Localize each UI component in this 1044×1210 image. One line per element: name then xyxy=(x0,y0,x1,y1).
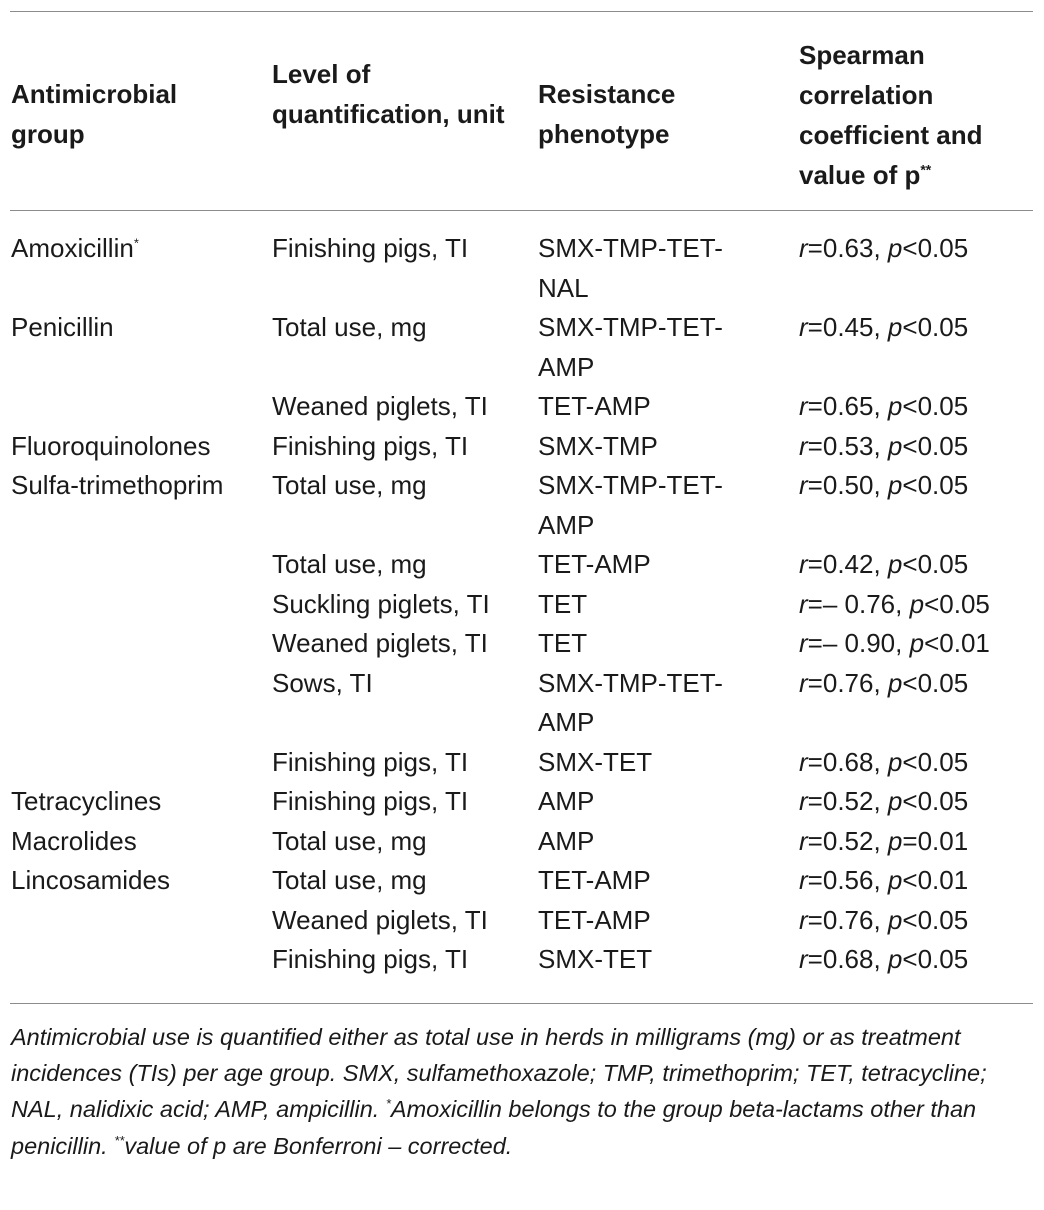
r-symbol: r xyxy=(799,312,808,342)
table-row xyxy=(0,822,1044,862)
cell-antimicrobial-group xyxy=(11,308,261,348)
p-symbol: p xyxy=(887,470,903,500)
header-spearman-mark: ** xyxy=(920,161,932,178)
cell-level-of-quantification: Total use, mg xyxy=(272,312,427,342)
p-operator: < xyxy=(924,588,940,619)
r-symbol: r xyxy=(799,628,808,658)
cell-spearman-value: r=0.76, p<0.05 xyxy=(799,667,969,698)
p-operator: < xyxy=(902,746,918,777)
r-symbol: r xyxy=(799,667,808,698)
r-value: 0.52 xyxy=(822,786,874,816)
p-value: 0.05 xyxy=(917,430,969,461)
cell-level-of-quantification: Total use, mg xyxy=(272,549,427,579)
cell-spearman-value: r=0.68, p<0.05 xyxy=(799,944,969,974)
r-symbol: r xyxy=(799,944,808,974)
cell-spearman-value: r=0.68, p<0.05 xyxy=(799,746,969,777)
cell-spearman-value: r=– 0.90, p<0.01 xyxy=(799,628,990,658)
table-row xyxy=(0,387,1044,427)
table-row xyxy=(0,466,1044,545)
footnote-mark-2: ** xyxy=(114,1132,125,1148)
r-value: 0.50 xyxy=(822,470,874,500)
table-row xyxy=(0,782,1044,822)
p-symbol: p xyxy=(887,904,903,935)
cell-spearman-value: r=0.42, p<0.05 xyxy=(799,549,969,579)
cell-resistance-phenotype: TET-AMP xyxy=(538,904,651,935)
r-value: 0.65 xyxy=(822,391,874,421)
footnote-text-1: Antimicrobial use is quantified either as total use in herds in milligrams (mg) or as treatment incidences (TIs) per age group. SMX, sulfamethoxazole; TMP, trimethoprim; TET, tetracycline; NAL, nalidixic acid; AMP, ampicillin. xyxy=(11,1024,987,1123)
r-value: – 0.76 xyxy=(822,588,896,619)
cell-spearman-value: r=0.45, p<0.05 xyxy=(799,312,969,342)
cell-resistance-phenotype: SMX-TET xyxy=(538,944,653,974)
cell-resistance-phenotype: TET xyxy=(538,588,588,619)
cell-level-of-quantification: Total use, mg xyxy=(272,865,427,895)
p-symbol: p xyxy=(887,233,903,263)
cell-resistance-phenotype: SMX-TMP-TET- AMP xyxy=(538,667,723,737)
r-value: 0.76 xyxy=(822,904,874,935)
r-value: 0.63 xyxy=(822,233,874,263)
cell-spearman-value: r=0.53, p<0.05 xyxy=(799,430,969,461)
cell-level-of-quantification: Total use, mg xyxy=(272,470,427,500)
group-text: Sulfa-trimethoprim xyxy=(11,470,224,500)
cell-antimicrobial-group xyxy=(11,822,261,862)
group-text: Macrolides xyxy=(11,825,137,856)
p-value: 0.05 xyxy=(917,746,969,777)
table-row xyxy=(0,229,1044,308)
p-operator: < xyxy=(902,786,918,816)
group-text: Lincosamides xyxy=(11,865,170,895)
p-operator: < xyxy=(902,549,918,579)
cell-level-of-quantification: Total use, mg xyxy=(272,825,427,856)
table-footnote xyxy=(11,1019,1026,1164)
p-operator: < xyxy=(902,944,918,974)
cell-resistance-phenotype: SMX-TMP-TET- AMP xyxy=(538,312,723,382)
cell-antimicrobial-group xyxy=(11,861,261,901)
cell-resistance-phenotype: SMX-TMP-TET- AMP xyxy=(538,470,723,540)
p-value: 0.05 xyxy=(917,904,969,935)
cell-resistance-phenotype: TET-AMP xyxy=(538,865,651,895)
p-operator: = xyxy=(902,825,918,856)
cell-spearman-value: r=0.52, p<0.05 xyxy=(799,786,969,816)
p-operator: < xyxy=(902,312,918,342)
group-text: Tetracyclines xyxy=(11,786,162,816)
cell-resistance-phenotype: AMP xyxy=(538,786,595,816)
r-symbol: r xyxy=(799,549,808,579)
p-symbol: p xyxy=(887,391,903,421)
p-value: 0.05 xyxy=(917,549,969,579)
r-symbol: r xyxy=(799,430,808,461)
r-value: – 0.90 xyxy=(822,628,896,658)
p-operator: < xyxy=(902,391,918,421)
footnote-text-3: value of p are Bonferroni – corrected. xyxy=(124,1132,513,1159)
table-row xyxy=(0,861,1044,901)
table-row xyxy=(0,624,1044,664)
cell-spearman-value: r=0.56, p<0.01 xyxy=(799,865,969,895)
group-text: Penicillin xyxy=(11,312,114,342)
r-value: 0.56 xyxy=(822,865,874,895)
table-row xyxy=(0,545,1044,585)
cell-resistance-phenotype: SMX-TMP-TET- NAL xyxy=(538,233,723,303)
table-row xyxy=(0,940,1044,980)
cell-antimicrobial-group xyxy=(11,229,261,269)
cell-resistance-phenotype: TET-AMP xyxy=(538,391,651,421)
p-symbol: p xyxy=(887,865,903,895)
r-symbol: r xyxy=(799,470,808,500)
cell-level-of-quantification: Weaned piglets, TI xyxy=(272,628,488,658)
p-value: 0.05 xyxy=(939,588,990,619)
r-value: 0.76 xyxy=(822,667,874,698)
cell-spearman-value: r=– 0.76, p<0.05 xyxy=(799,588,990,619)
p-value: 0.05 xyxy=(917,312,969,342)
p-symbol: p xyxy=(887,667,903,698)
p-symbol: p xyxy=(909,628,925,658)
p-symbol: p xyxy=(909,588,925,619)
table-row xyxy=(0,427,1044,467)
cell-spearman-value: r=0.63, p<0.05 xyxy=(799,233,969,263)
cell-spearman-value: r=0.65, p<0.05 xyxy=(799,391,969,421)
p-value: 0.05 xyxy=(917,786,969,816)
table-body xyxy=(0,229,1044,980)
r-value: 0.45 xyxy=(822,312,874,342)
p-operator: < xyxy=(902,865,918,895)
p-operator: < xyxy=(902,470,918,500)
table-row xyxy=(0,901,1044,941)
footnote-text-2: Amoxicillin belongs to the group beta-lactams other than penicillin. xyxy=(11,1096,977,1159)
cell-resistance-phenotype: SMX-TET xyxy=(538,746,653,777)
r-symbol: r xyxy=(799,391,808,421)
p-value: 0.05 xyxy=(917,667,969,698)
p-value: 0.05 xyxy=(917,233,969,263)
r-symbol: r xyxy=(799,233,808,263)
p-symbol: p xyxy=(887,944,903,974)
p-value: 0.01 xyxy=(939,628,990,658)
p-operator: < xyxy=(902,430,918,461)
p-operator: < xyxy=(902,667,918,698)
r-value: 0.68 xyxy=(822,746,874,777)
cell-antimicrobial-group xyxy=(11,466,261,506)
cell-level-of-quantification: Weaned piglets, TI xyxy=(272,904,488,935)
p-symbol: p xyxy=(887,549,903,579)
r-value: 0.52 xyxy=(822,825,874,856)
cell-resistance-phenotype: AMP xyxy=(538,825,595,856)
table-row xyxy=(0,664,1044,743)
cell-level-of-quantification: Finishing pigs, TI xyxy=(272,786,469,816)
p-operator: < xyxy=(902,904,918,935)
cell-level-of-quantification: Sows, TI xyxy=(272,667,373,698)
cell-spearman-value: r=0.76, p<0.05 xyxy=(799,904,969,935)
cell-spearman-value: r=0.50, p<0.05 xyxy=(799,470,969,500)
group-text: Amoxicillin xyxy=(11,233,134,263)
p-value: 0.05 xyxy=(917,470,969,500)
table-row xyxy=(0,308,1044,387)
p-symbol: p xyxy=(887,746,903,777)
header-level-of-quantification: Level of quantification, unit xyxy=(272,59,505,129)
table-row xyxy=(0,743,1044,783)
p-value: 0.05 xyxy=(917,391,969,421)
cell-resistance-phenotype: SMX-TMP xyxy=(538,430,658,461)
footnote-mark-1: * xyxy=(385,1096,391,1112)
header-spearman-text: Spearman correlation coefficient and value of p xyxy=(799,40,983,190)
r-symbol: r xyxy=(799,786,808,816)
cell-level-of-quantification: Weaned piglets, TI xyxy=(272,391,488,421)
cell-spearman-value: r=0.52, p=0.01 xyxy=(799,825,969,856)
table-row xyxy=(0,585,1044,625)
r-value: 0.68 xyxy=(822,944,874,974)
cell-level-of-quantification: Suckling piglets, TI xyxy=(272,588,490,619)
r-symbol: r xyxy=(799,825,808,856)
cell-level-of-quantification: Finishing pigs, TI xyxy=(272,746,469,777)
table-top-rule xyxy=(10,11,1033,12)
table-bottom-rule xyxy=(10,1003,1033,1004)
r-value: 0.42 xyxy=(822,549,874,579)
header-antimicrobial-group: Antimicrobial group xyxy=(11,79,178,149)
r-symbol: r xyxy=(799,865,808,895)
group-text: Fluoroquinolones xyxy=(11,430,211,461)
table-header-rule xyxy=(10,210,1033,211)
r-value: 0.53 xyxy=(822,430,874,461)
p-symbol: p xyxy=(887,312,903,342)
cell-antimicrobial-group xyxy=(11,782,261,822)
p-symbol: p xyxy=(887,786,903,816)
p-value: 0.01 xyxy=(917,825,969,856)
header-resistance-phenotype: Resistance phenotype xyxy=(538,79,676,149)
cell-level-of-quantification: Finishing pigs, TI xyxy=(272,430,469,461)
cell-level-of-quantification: Finishing pigs, TI xyxy=(272,944,469,974)
cell-antimicrobial-group xyxy=(11,427,261,467)
r-symbol: r xyxy=(799,588,808,619)
p-value: 0.05 xyxy=(917,944,969,974)
r-symbol: r xyxy=(799,746,808,777)
p-symbol: p xyxy=(887,825,903,856)
p-symbol: p xyxy=(887,430,903,461)
cell-level-of-quantification: Finishing pigs, TI xyxy=(272,233,469,263)
p-value: 0.01 xyxy=(917,865,969,895)
cell-resistance-phenotype: TET xyxy=(538,628,588,658)
cell-resistance-phenotype: TET-AMP xyxy=(538,549,651,579)
r-symbol: r xyxy=(799,904,808,935)
group-footnote-mark: * xyxy=(133,235,139,251)
p-operator: < xyxy=(902,233,918,263)
header-spearman-correlation xyxy=(799,35,1039,195)
p-operator: < xyxy=(924,628,940,658)
